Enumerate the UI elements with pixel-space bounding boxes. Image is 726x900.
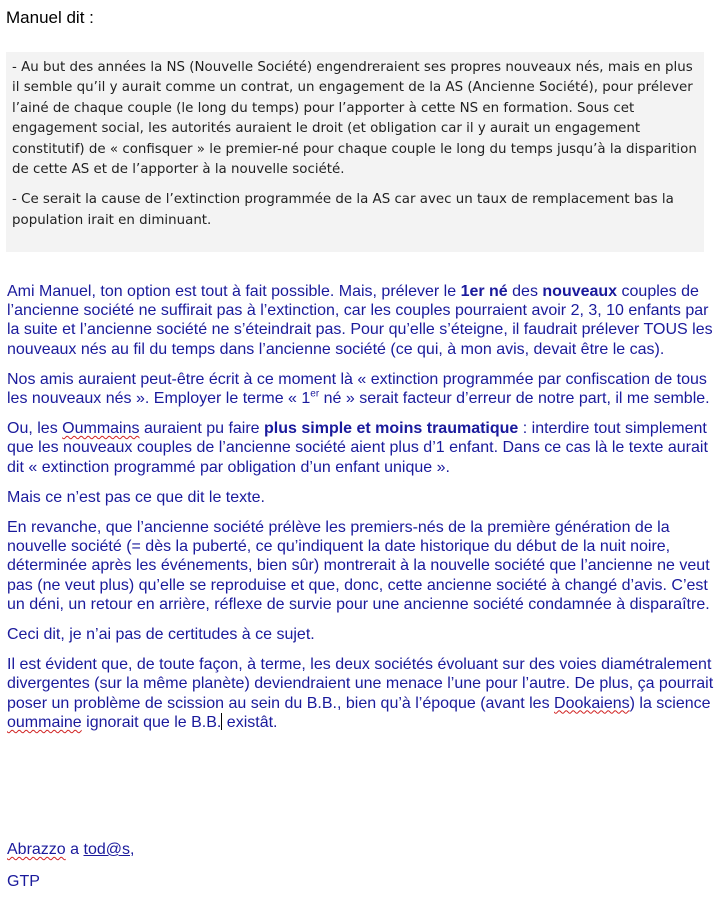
text-run: né » serait facteur d’erreur de notre part, il me semble. <box>319 390 710 408</box>
bold-text: 1er né <box>460 283 508 300</box>
text-run: couples de l’ancienne société ne suffirait pas à l’extinction, car les couples pourraient avoir 2, 3, 10 enfants par la suite et l’ancienne société ne s’éteindrait pas. Pour qu’elle s’éteigne, il faudrait prélever TOUS les nouveaux nés au fil du temps dans l’ancienne société (ce qui, à mon avis, devait être le cas). <box>7 283 713 358</box>
message-body <box>7 282 719 743</box>
signoff-line <box>7 840 134 860</box>
bold-text: nouveaux <box>542 283 618 300</box>
text-run: Nos amis auraient peut-être écrit à ce moment là « extinction programmée par confiscation de tous les nouveaux nés ». Employer le terme « 1 <box>7 370 707 408</box>
text-run: a <box>65 841 84 858</box>
quote-paragraph-2: - Ce serait la cause de l’extinction programmée de la AS car avec un taux de remplacement bas la population irait en diminuant. <box>12 192 674 228</box>
text-run: des <box>507 283 543 300</box>
bold-text: plus simple et moins traumatique <box>264 420 519 438</box>
link-text[interactable]: tod@s <box>83 841 130 858</box>
text-run: , <box>129 841 135 858</box>
text-run: ignorait que le B.B. <box>81 713 222 731</box>
text-run: auraient pu faire <box>139 420 265 438</box>
spellcheck-word: Dookaiens <box>554 694 630 712</box>
text-run: existât. <box>222 713 278 731</box>
text-run: ) la science <box>629 694 711 712</box>
text-run: : interdire tout simplement que les nouveaux couples de l’ancienne société aient plus d’1 enfant. Dans ce cas là le texte aurait dit « extinction programmé par obligation d’un enfant unique ». <box>7 420 708 476</box>
quoted-text-image <box>6 52 704 252</box>
body-paragraph-6: Ceci dit, je n’ai pas de certitudes à ce sujet. <box>7 626 315 644</box>
spellcheck-word: Abrazzo <box>7 841 66 858</box>
spellcheck-word: oummaine <box>7 713 82 731</box>
body-paragraph-3 <box>7 419 719 477</box>
signature: GTP <box>7 873 40 890</box>
text-run: Ami Manuel, ton option est tout à fait possible. Mais, prélever le <box>7 283 461 300</box>
spellcheck-word: Oummains <box>62 420 140 438</box>
body-paragraph-7 <box>7 655 719 732</box>
text-run: Il est évident que, de toute façon, à terme, les deux sociétés évoluant sur des voies diamétralement divergentes (sur la même planète) deviendraient une menace l’une pour l’autre. De plus, ça pourrait poser un problème de scission au sein du B.B., bien qu’à l’époque (avant les <box>7 656 714 712</box>
body-paragraph-1 <box>7 282 719 359</box>
body-paragraph-4: Mais ce n’est pas ce que dit le texte. <box>7 488 265 506</box>
header-title: Manuel dit : <box>6 8 94 27</box>
quote-paragraph-1: - Au but des années la NS (Nouvelle Société) engendreraient ses propres nouveaux nés, mais en plus il semble qu’il y aurait comme un contrat, un engagement de la AS (Ancienne Société), pour prélever l’ainé de chaque couple (le long du temps) pour l’apporter à cette NS en formation. Sous cet engagement social, les autorités auraient le droit (et obligation car il y aurait un engagement constitutif) de « confisquer » le premier-né pour chaque couple le long du temps jusqu’à la disparition de cette AS et de l’apporter à la nouvelle société. <box>12 60 697 178</box>
body-paragraph-5: En revanche, que l’ancienne société prélève les premiers-nés de la première génération de la nouvelle société (= dès la puberté, ce qu’indiquent la date historique du début de la nuit noire, déterminée après les événements, bien sûr) montrerait à la nouvelle société que l’ancienne ne veut pas (ne veut plus) qu’elle se reproduise et que, donc, cette ancienne société à changé d’avis. C’est un déni, un retour en arrière, réflexe de survie pour une ancienne société condamnée à disparaître. <box>7 519 710 613</box>
body-paragraph-2 <box>7 370 719 408</box>
superscript: er <box>310 388 320 400</box>
text-run: Ou, les <box>7 420 63 438</box>
